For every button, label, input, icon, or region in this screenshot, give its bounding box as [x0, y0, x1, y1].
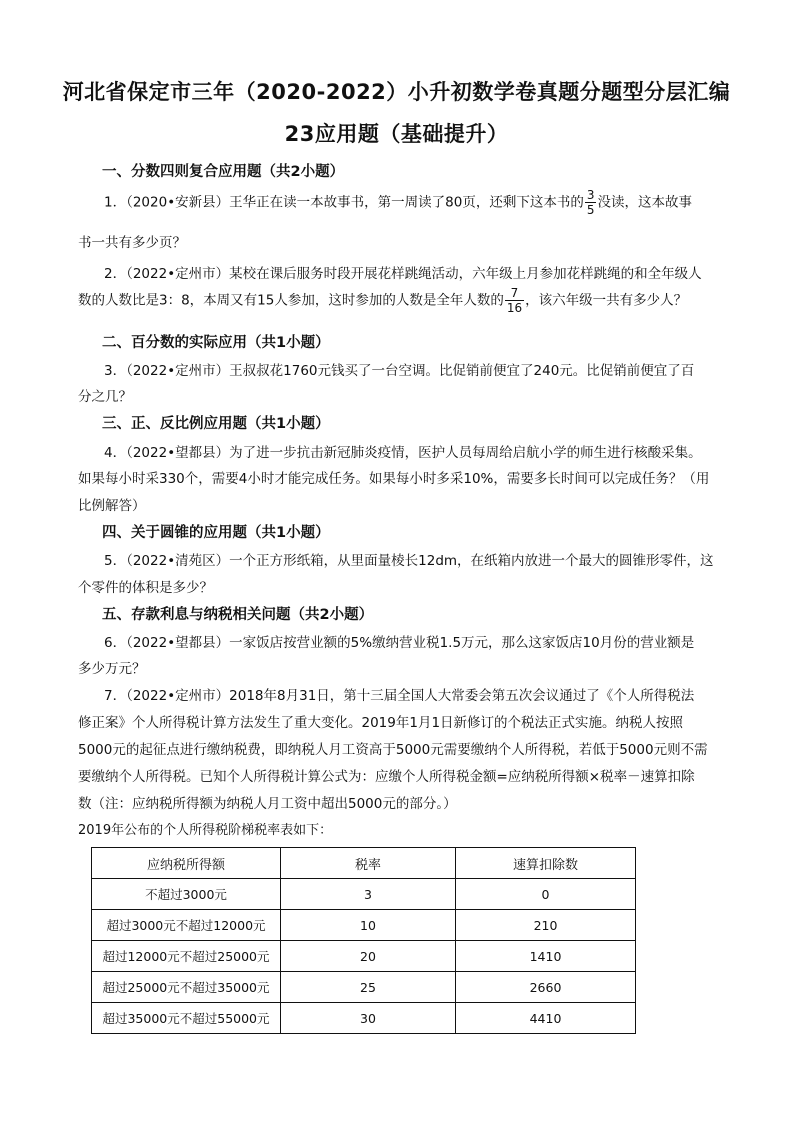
table-cell: 4410: [456, 1003, 636, 1034]
table-row: [92, 972, 636, 1003]
question-1-text-a: 1．（2020•安新县）王华正在读一本故事书，第一周读了80页，还剩下这本书的: [104, 194, 584, 211]
question-5-line-2: 个零件的体积是多少？: [78, 580, 213, 596]
question-2-text-a: 数的人数比是3：8，本周又有15人参加，这时参加的人数是全年人数的: [78, 292, 504, 309]
table-cell: 0: [456, 879, 636, 910]
question-4-line-3: 比例解答）: [78, 498, 146, 514]
question-3-line-1: 3．（2022•定州市）王叔叔花1760元钱买了一台空调。比促销前便宜了240元。比促销前便宜了百: [104, 363, 695, 379]
fraction-3-5: [585, 188, 597, 217]
section-heading-4: 四、关于圆锥的应用题（共1小题）: [102, 525, 330, 541]
question-4-line-1: 4．（2022•望都县）为了进一步抗击新冠肺炎疫情，医护人员每周给启航小学的师生进行核酸采集。: [104, 445, 702, 461]
fraction-numerator: 3: [586, 188, 595, 202]
table-caption: 2019年公布的个人所得税阶梯税率表如下：: [78, 823, 333, 838]
fraction-numerator: 7: [505, 286, 524, 301]
table-cell: 不超过3000元: [92, 879, 281, 910]
table-cell: 超过25000元不超过35000元: [92, 972, 281, 1003]
table-cell: 30: [281, 1003, 456, 1034]
table-cell: 25: [281, 972, 456, 1003]
column-header: 税率: [281, 848, 456, 879]
question-6-line-1: 6．（2022•望都县）一家饭店按营业额的5%缴纳营业税1.5万元，那么这家饭店10月份的营业额是: [104, 635, 695, 651]
table-row: [92, 910, 636, 941]
question-1-line-2: 书一共有多少页？: [78, 235, 186, 251]
document-subtitle: 23应用题（基础提升）: [284, 122, 509, 146]
question-4-line-2: 如果每小时采330个，需要4小时才能完成任务。如果每小时多采10%，需要多长时间可以完成任务？（用: [78, 471, 710, 487]
question-1-text-b: 没读，这本故事: [597, 194, 692, 211]
section-heading-3: 三、正、反比例应用题（共1小题）: [102, 416, 330, 432]
question-6-line-2: 多少万元？: [78, 661, 146, 677]
table-cell: 3: [281, 879, 456, 910]
table-cell: 2660: [456, 972, 636, 1003]
table-cell: 超过12000元不超过25000元: [92, 941, 281, 972]
section-heading-5: 五、存款利息与纳税相关问题（共2小题）: [102, 607, 374, 623]
table-cell: 20: [281, 941, 456, 972]
table-row: [92, 879, 636, 910]
question-1-line-1: [104, 188, 692, 217]
document-title: 河北省保定市三年（2020-2022）小升初数学卷真题分题型分层汇编: [62, 80, 731, 104]
question-5-line-1: 5．（2022•清苑区）一个正方形纸箱，从里面量棱长12dm，在纸箱内放进一个最大的圆锥形零件，这: [104, 553, 714, 569]
table-cell: 超过35000元不超过55000元: [92, 1003, 281, 1034]
question-7-line-2: 修正案》个人所得税计算方法发生了重大变化。2019年1月1日新修订的个税法正式实施。纳税人按照: [78, 715, 684, 731]
section-heading-1: 一、分数四则复合应用题（共2小题）: [102, 164, 345, 180]
table-cell: 210: [456, 910, 636, 941]
question-7-line-3: 5000元的起征点进行缴纳税费，即纳税人月工资高于5000元需要缴纳个人所得税，若低于5000元则不需: [78, 742, 708, 758]
question-2-text-b: ，该六年级一共有多少人？: [525, 292, 688, 309]
column-header: 速算扣除数: [456, 848, 636, 879]
table-row: [92, 1003, 636, 1034]
table-cell: 10: [281, 910, 456, 941]
question-7-line-1: 7．（2022•定州市）2018年8月31日，第十三届全国人大常委会第五次会议通过了《个人所得税法: [104, 688, 695, 704]
tax-rate-table: [91, 847, 636, 1034]
fraction-denominator: 5: [586, 203, 595, 217]
table-cell: 超过3000元不超过12000元: [92, 910, 281, 941]
fraction-7-16: [505, 286, 524, 315]
table-cell: 1410: [456, 941, 636, 972]
question-3-line-2: 分之几？: [78, 389, 132, 405]
question-2-line-1: 2．（2022•定州市）某校在课后服务时段开展花样跳绳活动，六年级上月参加花样跳绳的和全年级人: [104, 266, 702, 282]
fraction-denominator: 16: [506, 301, 523, 315]
section-heading-2: 二、百分数的实际应用（共1小题）: [102, 335, 330, 351]
question-7-line-5: 数（注：应纳税所得额为纳税人月工资中超出5000元的部分。）: [78, 796, 457, 812]
table-header-row: [92, 848, 636, 879]
question-2-line-2: [78, 286, 687, 315]
column-header: 应纳税所得额: [92, 848, 281, 879]
question-7-line-4: 要缴纳个人所得税。已知个人所得税计算公式为：应缴个人所得税金额=应纳税所得额×税率－速算扣除: [78, 769, 695, 785]
table-row: [92, 941, 636, 972]
